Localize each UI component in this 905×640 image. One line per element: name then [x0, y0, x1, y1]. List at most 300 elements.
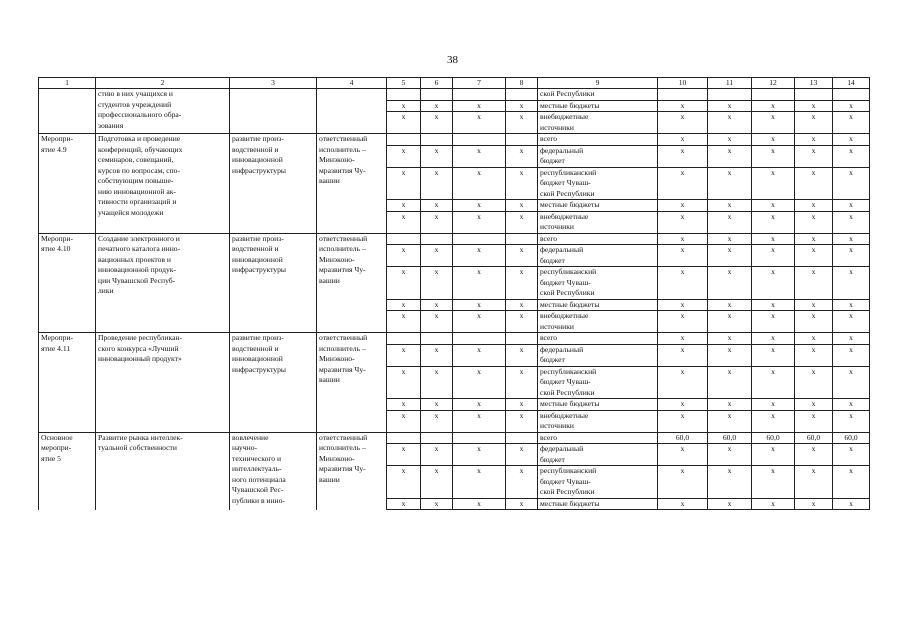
value-cell: х	[752, 245, 795, 267]
value-cell: х	[658, 444, 708, 466]
text-line: Минэконо-	[319, 453, 355, 463]
value-cell	[453, 432, 506, 444]
text-line: источники	[540, 122, 574, 132]
value-cell: х	[752, 311, 795, 333]
value-cell: х	[421, 245, 453, 267]
value-cell: х	[708, 100, 752, 112]
value-cell: х	[752, 200, 795, 212]
executor-cell	[317, 89, 387, 134]
value-cell: х	[708, 410, 752, 432]
value-cell: х	[453, 112, 506, 134]
value-cell: х	[833, 333, 870, 345]
value-cell	[421, 333, 453, 345]
text-line: внебюджетные	[540, 112, 589, 121]
text-line: местные бюджеты	[540, 299, 600, 309]
value-cell: х	[421, 498, 453, 510]
text-line: инновационной продук-	[98, 265, 176, 274]
value-cell: х	[506, 200, 538, 212]
text-line: исполнитель –	[319, 244, 366, 253]
value-cell: х	[658, 245, 708, 267]
text-line: инфраструктуры	[232, 265, 286, 274]
value-cell: х	[658, 366, 708, 399]
text-line: ятие 4.10	[41, 244, 71, 253]
text-line: Меропри-	[41, 233, 74, 243]
text-line: семинаров, совещаний,	[98, 155, 174, 164]
value-cell	[387, 432, 421, 444]
text-line: Минэконо-	[319, 354, 355, 363]
value-cell: х	[752, 344, 795, 366]
value-cell: х	[387, 200, 421, 212]
text-line: студентов учреждений	[98, 99, 172, 109]
value-cell: х	[708, 444, 752, 466]
text-line: федеральный	[540, 444, 584, 453]
table-row	[39, 432, 870, 444]
value-cell	[453, 89, 506, 101]
value-cell: х	[453, 444, 506, 466]
event-cell	[39, 233, 96, 333]
value-cell	[506, 233, 538, 245]
funding-source-cell	[538, 410, 658, 432]
value-cell: х	[658, 167, 708, 200]
value-cell: х	[708, 333, 752, 345]
text-line: республиканский	[540, 366, 597, 376]
text-line: стию в них учащихся и	[98, 89, 173, 98]
event-cell	[39, 134, 96, 234]
value-cell: х	[752, 333, 795, 345]
value-cell: х	[833, 200, 870, 212]
text-line: водственной и	[232, 144, 279, 154]
value-cell: х	[752, 366, 795, 399]
value-cell: х	[708, 245, 752, 267]
text-line: источники	[540, 222, 574, 231]
text-line: внебюджетные	[540, 211, 589, 221]
value-cell: х	[708, 498, 752, 510]
text-line: местные бюджеты	[540, 399, 600, 408]
text-line: Основное	[41, 432, 73, 442]
value-cell	[387, 233, 421, 245]
goal-cell	[230, 89, 317, 134]
value-cell: х	[708, 233, 752, 245]
value-cell: х	[752, 299, 795, 311]
value-cell: х	[833, 399, 870, 411]
text-line: водственной и	[232, 244, 279, 253]
text-line: ответственный	[319, 432, 368, 442]
executor-cell	[317, 134, 387, 234]
value-cell: х	[387, 444, 421, 466]
value-cell	[506, 134, 538, 146]
value-cell: х	[453, 299, 506, 311]
text-line: ской Республики	[540, 188, 595, 198]
text-line: Развитие рынка интеллек-	[98, 432, 183, 442]
value-cell: х	[752, 134, 795, 146]
text-line: инновационный продукт»	[98, 354, 182, 363]
value-cell: х	[752, 233, 795, 245]
value-cell: х	[506, 466, 538, 499]
text-line: тивности организаций и	[98, 197, 177, 206]
value-cell: х	[421, 267, 453, 300]
table-body	[39, 89, 870, 510]
value-cell: х	[658, 145, 708, 167]
funding-source-cell	[538, 399, 658, 411]
text-line: вашии	[319, 176, 340, 185]
value-cell: х	[833, 233, 870, 245]
value-cell: х	[795, 344, 833, 366]
table-row	[39, 233, 870, 245]
column-header: 12	[752, 78, 795, 89]
text-line: мразвития Чу-	[319, 364, 366, 374]
value-cell	[421, 89, 453, 101]
value-cell: х	[752, 466, 795, 499]
value-cell: х	[795, 100, 833, 112]
funding-source-cell	[538, 267, 658, 300]
value-cell: х	[795, 245, 833, 267]
goal-cell	[230, 134, 317, 234]
goal-cell	[230, 432, 317, 510]
column-header: 7	[453, 78, 506, 89]
value-cell: х	[708, 112, 752, 134]
column-header: 13	[795, 78, 833, 89]
value-cell: х	[506, 366, 538, 399]
value-cell: х	[506, 344, 538, 366]
value-cell: х	[833, 498, 870, 510]
column-header: 9	[538, 78, 658, 89]
text-line: местные бюджеты	[540, 200, 600, 209]
value-cell: х	[453, 366, 506, 399]
value-cell: х	[708, 344, 752, 366]
value-cell: х	[453, 211, 506, 233]
column-header: 4	[317, 78, 387, 89]
value-cell: х	[421, 366, 453, 399]
value-cell	[387, 89, 421, 101]
value-cell: х	[795, 399, 833, 411]
description-cell	[96, 233, 230, 333]
value-cell: х	[453, 200, 506, 212]
funding-source-cell	[538, 134, 658, 146]
column-header: 11	[708, 78, 752, 89]
value-cell: х	[833, 344, 870, 366]
value-cell: х	[506, 267, 538, 300]
value-cell: х	[708, 167, 752, 200]
value-cell: 60,0	[795, 432, 833, 444]
text-line: вашии	[319, 275, 340, 285]
text-line: профессионального обра-	[98, 110, 182, 119]
text-line: внебюджетные	[540, 311, 589, 320]
value-cell: х	[506, 299, 538, 311]
text-line: исполнитель –	[319, 343, 366, 353]
value-cell: х	[453, 245, 506, 267]
value-cell: х	[421, 444, 453, 466]
value-cell: х	[387, 211, 421, 233]
text-line: местные бюджеты	[540, 498, 600, 508]
column-header: 5	[387, 78, 421, 89]
text-line: водственной и	[232, 343, 279, 353]
value-cell: х	[752, 399, 795, 411]
value-cell: х	[387, 311, 421, 333]
text-line: мразвития Чу-	[319, 265, 366, 274]
value-cell: х	[795, 211, 833, 233]
value-cell: х	[752, 498, 795, 510]
page-number: 38	[447, 54, 458, 66]
value-cell: х	[387, 112, 421, 134]
text-line: инфраструктуры	[232, 165, 286, 175]
executor-cell	[317, 432, 387, 510]
text-line: ответственный	[319, 333, 368, 342]
value-cell: х	[421, 466, 453, 499]
text-line: всего	[540, 432, 558, 442]
value-cell: х	[795, 299, 833, 311]
value-cell: х	[795, 267, 833, 300]
value-cell: х	[453, 267, 506, 300]
text-line: конференций, обучающих	[98, 144, 183, 154]
value-cell: х	[387, 498, 421, 510]
value-cell: х	[387, 167, 421, 200]
text-line: Чувашской Рес-	[232, 485, 284, 494]
text-line: местные бюджеты	[540, 100, 600, 110]
text-line: инфраструктуры	[232, 364, 286, 374]
value-cell	[795, 89, 833, 101]
value-cell: х	[387, 267, 421, 300]
value-cell	[658, 89, 708, 101]
value-cell: х	[387, 245, 421, 267]
value-cell: х	[421, 200, 453, 212]
text-line: интеллектуаль-	[232, 464, 282, 473]
value-cell: х	[752, 112, 795, 134]
value-cell: х	[453, 498, 506, 510]
column-header: 14	[833, 78, 870, 89]
value-cell: х	[795, 466, 833, 499]
value-cell: х	[421, 145, 453, 167]
value-cell: х	[708, 366, 752, 399]
text-line: федеральный	[540, 145, 584, 155]
value-cell: х	[506, 167, 538, 200]
funding-source-cell	[538, 200, 658, 212]
text-line: меропри-	[41, 443, 72, 452]
text-line: всего	[540, 333, 558, 342]
funding-source-cell	[538, 498, 658, 510]
value-cell: х	[453, 100, 506, 112]
value-cell: х	[658, 200, 708, 212]
value-cell: х	[387, 466, 421, 499]
text-line: ного потенциала	[232, 474, 286, 484]
text-line: республиканский	[540, 267, 597, 276]
value-cell: х	[421, 311, 453, 333]
funding-source-cell	[538, 432, 658, 444]
text-line: ского конкурса «Лучший	[98, 343, 179, 353]
table-row	[39, 134, 870, 146]
value-cell: х	[708, 145, 752, 167]
funding-source-cell	[538, 211, 658, 233]
value-cell: х	[833, 167, 870, 200]
value-cell: х	[708, 134, 752, 146]
value-cell: х	[833, 134, 870, 146]
text-line: мразвития Чу-	[319, 464, 366, 473]
value-cell	[387, 134, 421, 146]
funding-source-cell	[538, 466, 658, 499]
text-line: инновационной	[232, 354, 283, 363]
value-cell: х	[833, 466, 870, 499]
text-line: инновационной	[232, 254, 283, 264]
funding-source-cell	[538, 311, 658, 333]
value-cell: х	[708, 399, 752, 411]
value-cell: х	[421, 211, 453, 233]
value-cell: х	[658, 466, 708, 499]
value-cell: х	[658, 267, 708, 300]
value-cell: х	[658, 211, 708, 233]
column-header: 2	[96, 78, 230, 89]
text-line: Проведение республикан-	[98, 333, 183, 342]
value-cell: х	[708, 311, 752, 333]
table-row	[39, 89, 870, 101]
value-cell: х	[752, 100, 795, 112]
text-line: собствующим повыше-	[98, 176, 174, 185]
value-cell: х	[833, 444, 870, 466]
executor-cell	[317, 333, 387, 433]
funding-source-cell	[538, 366, 658, 399]
text-line: печатного каталога инно-	[98, 244, 181, 253]
column-header: 10	[658, 78, 708, 89]
value-cell	[506, 89, 538, 101]
text-line: Меропри-	[41, 134, 74, 143]
text-line: Минэконо-	[319, 254, 355, 264]
description-cell	[96, 89, 230, 134]
text-line: источники	[540, 421, 574, 430]
value-cell: х	[506, 311, 538, 333]
value-cell: х	[506, 410, 538, 432]
text-line: источники	[540, 321, 574, 331]
value-cell: х	[658, 410, 708, 432]
text-line: развитие произ-	[232, 134, 284, 143]
value-cell: х	[658, 344, 708, 366]
value-cell: х	[658, 299, 708, 311]
text-line: инновационной	[232, 155, 283, 164]
description-cell	[96, 333, 230, 433]
text-line: бюджет	[540, 355, 565, 364]
text-line: учащейся молодежи	[98, 207, 164, 217]
value-cell: 60,0	[708, 432, 752, 444]
value-cell: х	[833, 245, 870, 267]
text-line: Минэконо-	[319, 155, 355, 164]
text-line: ятие 5	[41, 453, 61, 463]
executor-cell	[317, 233, 387, 333]
text-line: ции Чувашской Респуб-	[98, 275, 176, 285]
text-line: вационных проектов и	[98, 254, 171, 264]
value-cell: х	[708, 200, 752, 212]
value-cell: х	[833, 267, 870, 300]
value-cell: х	[795, 498, 833, 510]
text-line: вашии	[319, 474, 340, 484]
column-number-row	[39, 78, 870, 89]
value-cell: х	[795, 333, 833, 345]
text-line: ской Республики	[540, 288, 595, 297]
value-cell: х	[708, 466, 752, 499]
value-cell: х	[421, 399, 453, 411]
value-cell: х	[421, 100, 453, 112]
funding-source-cell	[538, 299, 658, 311]
value-cell: х	[453, 410, 506, 432]
text-line: Меропри-	[41, 333, 74, 342]
value-cell: х	[795, 366, 833, 399]
text-line: мразвития Чу-	[319, 165, 366, 175]
value-cell: х	[387, 399, 421, 411]
text-line: лики	[98, 286, 114, 295]
value-cell: х	[833, 211, 870, 233]
value-cell: х	[387, 344, 421, 366]
value-cell: х	[453, 466, 506, 499]
value-cell: х	[387, 366, 421, 399]
value-cell: х	[658, 498, 708, 510]
value-cell: х	[752, 410, 795, 432]
value-cell: х	[708, 299, 752, 311]
funding-source-cell	[538, 444, 658, 466]
value-cell: х	[453, 145, 506, 167]
text-line: развитие произ-	[232, 233, 284, 243]
funding-source-cell	[538, 233, 658, 245]
value-cell: х	[795, 167, 833, 200]
text-line: туальной собственности	[98, 443, 177, 452]
value-cell: х	[833, 112, 870, 134]
value-cell: х	[795, 410, 833, 432]
value-cell: х	[795, 200, 833, 212]
value-cell: х	[506, 112, 538, 134]
text-line: ятие 4.11	[41, 343, 71, 353]
description-cell	[96, 134, 230, 234]
value-cell: х	[506, 399, 538, 411]
text-line: публики в инно-	[232, 495, 285, 505]
value-cell: х	[795, 112, 833, 134]
column-header: 3	[230, 78, 317, 89]
value-cell	[453, 333, 506, 345]
text-line: исполнитель –	[319, 144, 366, 154]
text-line: Подготовка и проведение	[98, 134, 181, 143]
text-line: технического и	[232, 453, 282, 463]
funding-source-cell	[538, 245, 658, 267]
text-line: всего	[540, 134, 558, 143]
event-cell	[39, 432, 96, 510]
value-cell: х	[453, 344, 506, 366]
value-cell: х	[506, 245, 538, 267]
value-cell: х	[833, 145, 870, 167]
column-header: 8	[506, 78, 538, 89]
value-cell	[506, 333, 538, 345]
value-cell: х	[658, 134, 708, 146]
value-cell	[833, 89, 870, 101]
value-cell: х	[833, 100, 870, 112]
value-cell	[453, 233, 506, 245]
value-cell: х	[387, 299, 421, 311]
goal-cell	[230, 333, 317, 433]
value-cell: 60,0	[752, 432, 795, 444]
event-cell	[39, 333, 96, 433]
text-line: курсов по вопросам, спо-	[98, 165, 180, 175]
text-line: бюджет Чуваш-	[540, 178, 591, 187]
value-cell	[453, 134, 506, 146]
text-line: ответственный	[319, 233, 368, 243]
value-cell: х	[506, 100, 538, 112]
value-cell: х	[506, 211, 538, 233]
text-line: всего	[540, 233, 558, 243]
value-cell: х	[795, 233, 833, 245]
value-cell: 60,0	[658, 432, 708, 444]
text-line: федеральный	[540, 245, 584, 254]
value-cell: х	[752, 211, 795, 233]
description-cell	[96, 432, 230, 510]
value-cell: х	[752, 167, 795, 200]
text-line: ской Республики	[540, 487, 595, 496]
value-cell: х	[658, 311, 708, 333]
text-line: бюджет	[540, 454, 565, 464]
value-cell: х	[795, 134, 833, 146]
funding-source-cell	[538, 89, 658, 101]
